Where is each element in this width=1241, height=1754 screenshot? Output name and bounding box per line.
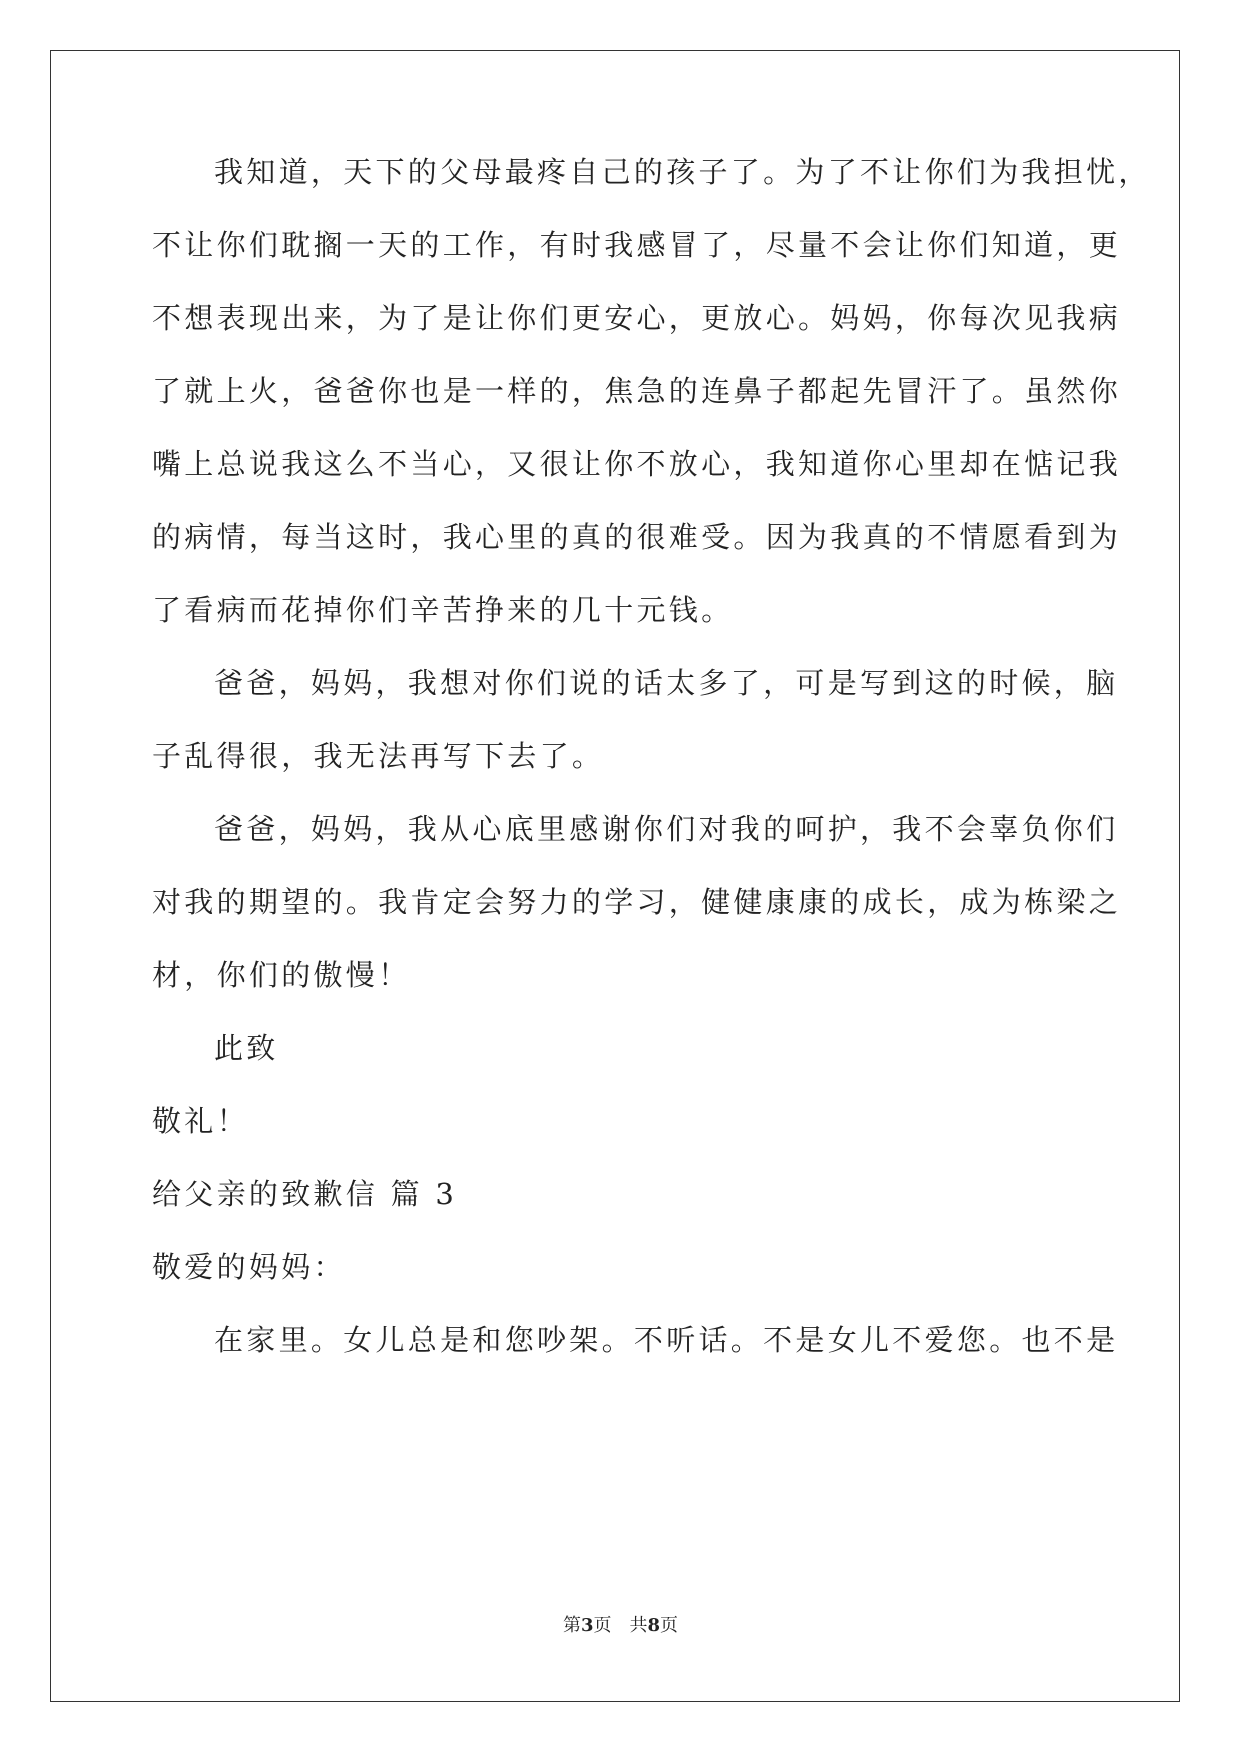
section-heading: 给父亲的致歉信 篇 3 [152,1177,458,1211]
paragraph-4-line-1: 在家里。女儿总是和您吵架。不听话。不是女儿不爱您。也不是 [214,1323,1119,1357]
page-footer [0,1614,1241,1638]
paragraph-1-line-2: 不让你们耽搁一天的工作，有时我感冒了，尽量不会让你们知道，更 [152,228,1122,262]
paragraph-3-line-1: 爸爸，妈妈，我从心底里感谢你们对我的呵护，我不会辜负你们 [214,812,1119,846]
letter-greeting: 敬爱的妈妈： [152,1250,346,1284]
paragraph-1-line-4: 了就上火，爸爸你也是一样的，焦急的连鼻子都起先冒汗了。虽然你 [152,374,1122,408]
footer-page-prefix: 第 [562,1615,581,1636]
paragraph-1-line-6: 的病情，每当这时，我心里的真的很难受。因为我真的不情愿看到为 [152,520,1122,554]
paragraph-3-line-2: 对我的期望的。我肯定会努力的学习，健健康康的成长，成为栋梁之 [152,885,1122,919]
footer-page-suffix: 页 [660,1615,679,1636]
paragraph-1-line-7: 了看病而花掉你们辛苦挣来的几十元钱。 [152,593,734,627]
paragraph-2-line-1: 爸爸，妈妈，我想对你们说的话太多了，可是写到这的时候，脑 [214,666,1119,700]
paragraph-3-line-3: 材，你们的傲慢！ [152,958,411,992]
footer-total-pages: 8 [647,1615,661,1636]
footer-current-page: 3 [580,1615,594,1636]
paragraph-1-line-1: 我知道，天下的父母最疼自己的孩子了。为了不让你们为我担忧， [214,155,1151,189]
footer-page-mid: 页 共 [593,1615,648,1636]
paragraph-1-line-3: 不想表现出来，为了是让你们更安心，更放心。妈妈，你每次见我病 [152,301,1122,335]
paragraph-2-line-2: 子乱得很，我无法再写下去了。 [152,739,605,773]
paragraph-1-line-5: 嘴上总说我这么不当心，又很让你不放心，我知道你心里却在惦记我 [152,447,1122,481]
closing-regards: 敬礼！ [152,1104,249,1138]
closing-salutation: 此致 [214,1031,279,1065]
